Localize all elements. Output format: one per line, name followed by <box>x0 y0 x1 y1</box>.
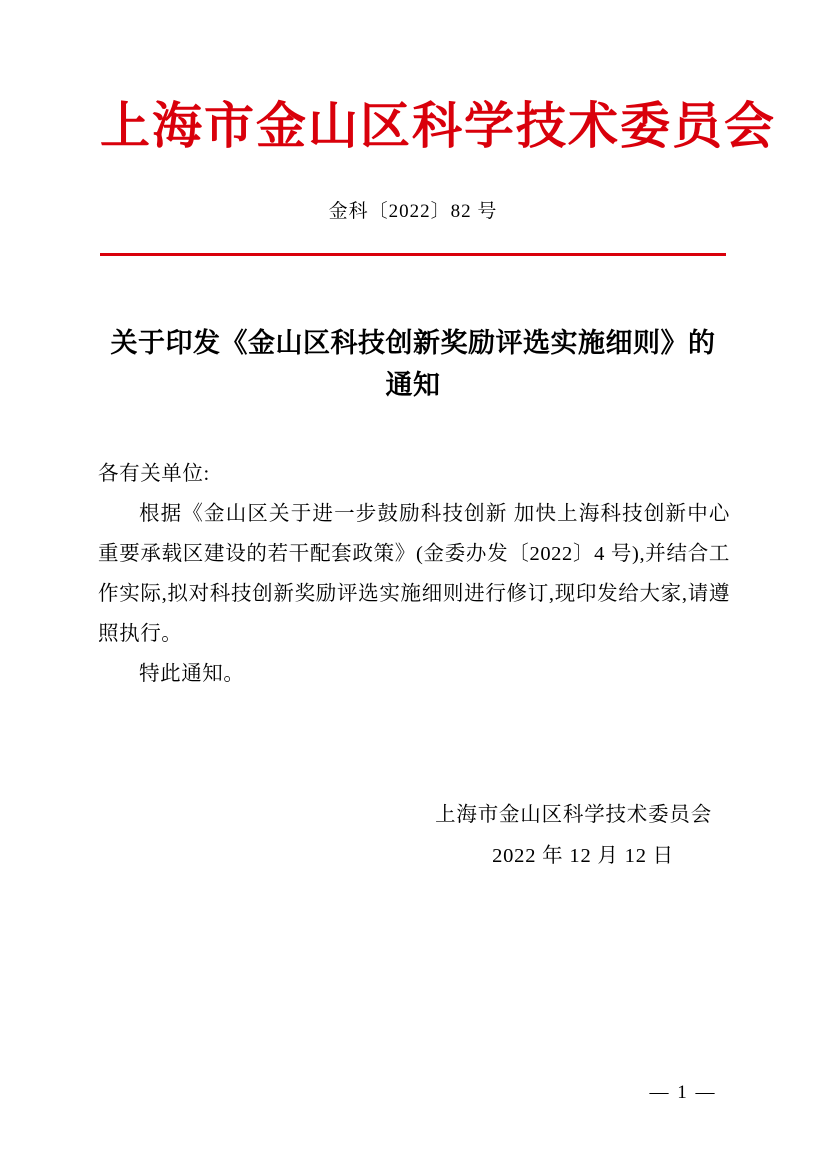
document-number: 金科〔2022〕82 号 <box>328 200 498 222</box>
document-subject-title: 关于印发《金山区科技创新奖励评选实施细则》的通知 <box>110 328 716 400</box>
document-header <box>100 95 776 223</box>
signature-date: 2022 年 12 月 12 日 <box>492 845 674 867</box>
signature-organization: 上海市金山区科学技术委员会 <box>435 804 712 826</box>
document-body <box>98 455 730 695</box>
body-paragraph-2: 特此通知。 <box>139 662 245 685</box>
salutation: 各有关单位: <box>98 463 210 485</box>
page-number: — 1 — <box>649 1082 717 1103</box>
signature-block <box>98 795 730 877</box>
page-footer <box>0 1082 826 1104</box>
red-divider-rule <box>100 253 726 256</box>
body-paragraph-1: 根据《金山区关于进一步鼓励科技创新 加快上海科技创新中心重要承载区建设的若干配套政策》(金委办发〔2022〕4 号),并结合工作实际,拟对科技创新奖励评选实施细则进行修订,现印发给大家,请遵照执行。 <box>98 502 730 645</box>
issuer-title: 上海市金山区科学技术委员会 <box>100 98 776 154</box>
